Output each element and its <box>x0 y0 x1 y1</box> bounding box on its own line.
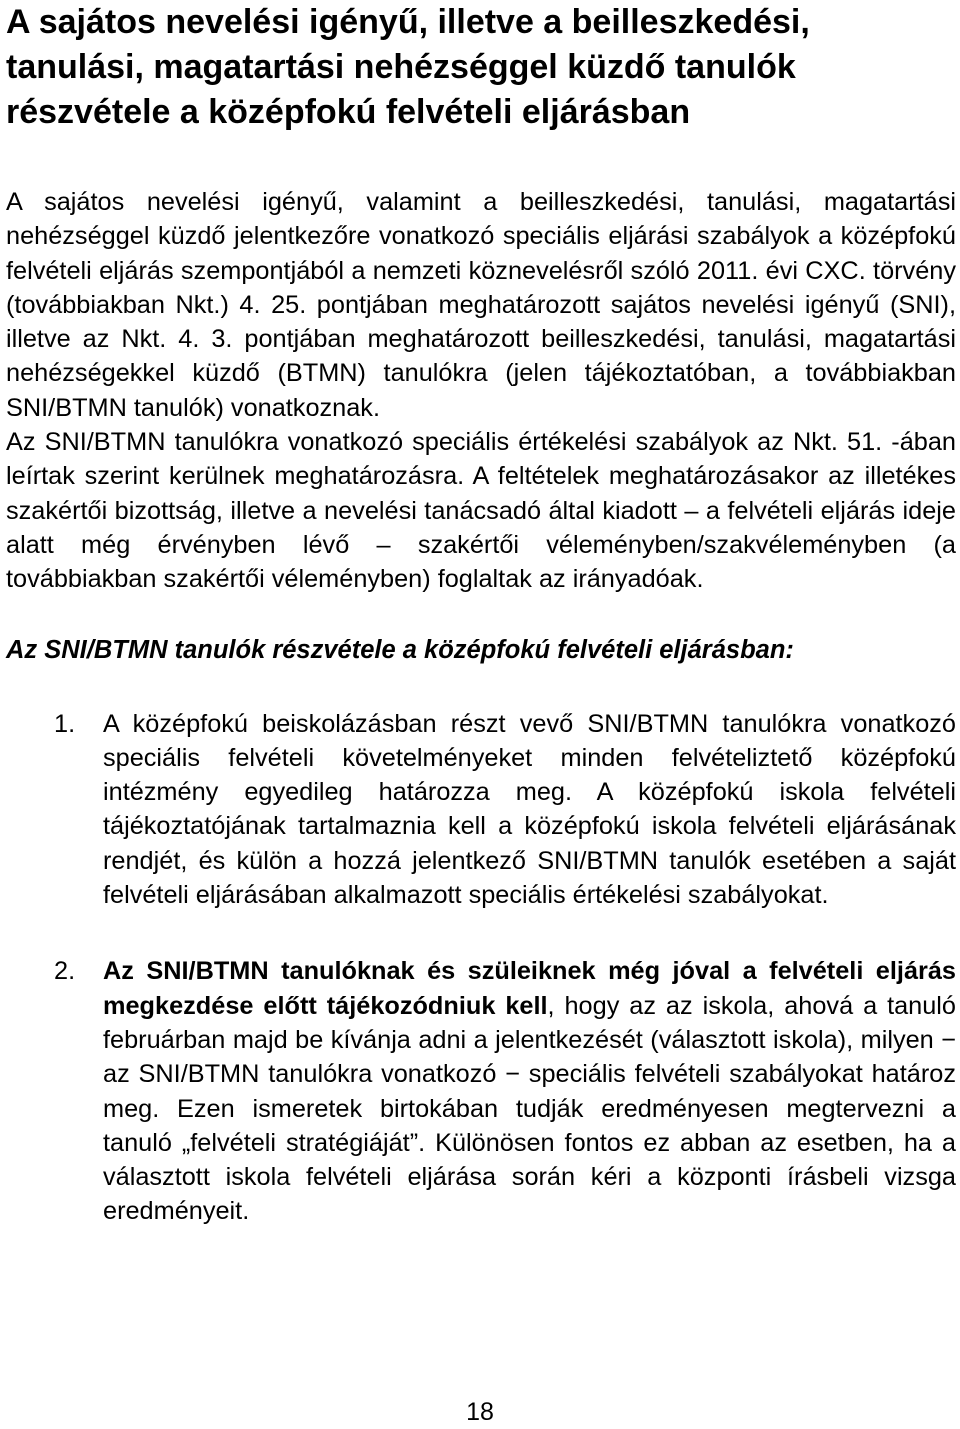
document-title: A sajátos nevelési igényű, illetve a beilleszkedési, tanulási, magatartási nehézséggel küzdő tanulók részvétele a középfokú felvételi eljárásban <box>6 3 810 131</box>
list-item-text: A középfokú beiskolázásban részt vevő SNI/BTMN tanulókra vonatkozó speciális felvételi követelményeket minden felvételiztető középfokú intézmény egyedileg határozza meg. A középfokú iskola felvételi tájékoztatójának tartalmaznia kell a középfokú iskola felvételi eljárásának rendjét, és külön a hozzá jelentkező SNI/BTMN tanulók esetében a saját felvételi eljárásában alkalmazott speciális értékelési szabályokat. <box>103 709 956 910</box>
document-page <box>6 0 956 1229</box>
list-item-number: 2. <box>54 957 76 986</box>
section-heading: Az SNI/BTMN tanulók részvétele a középfokú felvételi eljárásban: <box>6 635 794 664</box>
intro-paragraph-1: A sajátos nevelési igényű, valamint a beilleszkedési, tanulási, magatartási nehézséggel küzdő jelentkezőre vonatkozó speciális eljárási szabályok a középfokú felvételi eljárás szempontjából a nemzeti köznevelésről szóló 2011. évi CXC. törvény (továbbiakban Nkt.) 4. 25. pontjában meghatározott sajátos nevelési igényű (SNI), illetve az Nkt. 4. 3. pontjában meghatározott beilleszkedési, tanulási, magatartási nehézségekkel küzdő (BTMN) tanulókra (jelen tájékoztatóban, a továbbiakban SNI/BTMN tanulók) vonatkoznak. <box>6 188 956 422</box>
list-item-number: 1. <box>54 709 76 738</box>
intro-paragraph-2: Az SNI/BTMN tanulókra vonatkozó speciális értékelési szabályok az Nkt. 51. -ában leírtak szerint kerülnek meghatározásra. A feltételek meghatározásakor az illetékes szakértői bizottság, illetve a nevelési tanácsadó által kiadott – a felvételi eljárás ideje alatt még érvényben lévő – szakértői véleményben/szakvéleményben (a továbbiakban szakértői véleményben) foglaltak az irányadóak. <box>6 428 956 594</box>
list-item-bold-text: Az SNI/BTMN tanulóknak és szüleiknek még jóval a felvételi eljárás megkezdése előtt tájékozódniuk kell <box>103 957 956 1020</box>
list-item-text: , hogy az az iskola, ahová a tanuló februárban majd be kívánja adni a jelentkezését (választott iskola), milyen − az SNI/BTMN tanulókra vonatkozó − speciális felvételi szabályokat határoz meg. Ezen ismeretek birtokában tudják eredményesen megtervezni a tanuló „felvételi stratégiáját”. Különösen fontos ez abban az esetben, ha a választott iskola felvételi eljárása során kéri a központi írásbeli vizsga eredményeit. <box>103 991 957 1226</box>
list-item <box>54 954 957 1228</box>
list-item <box>54 707 956 913</box>
page-number: 18 <box>466 1398 494 1426</box>
